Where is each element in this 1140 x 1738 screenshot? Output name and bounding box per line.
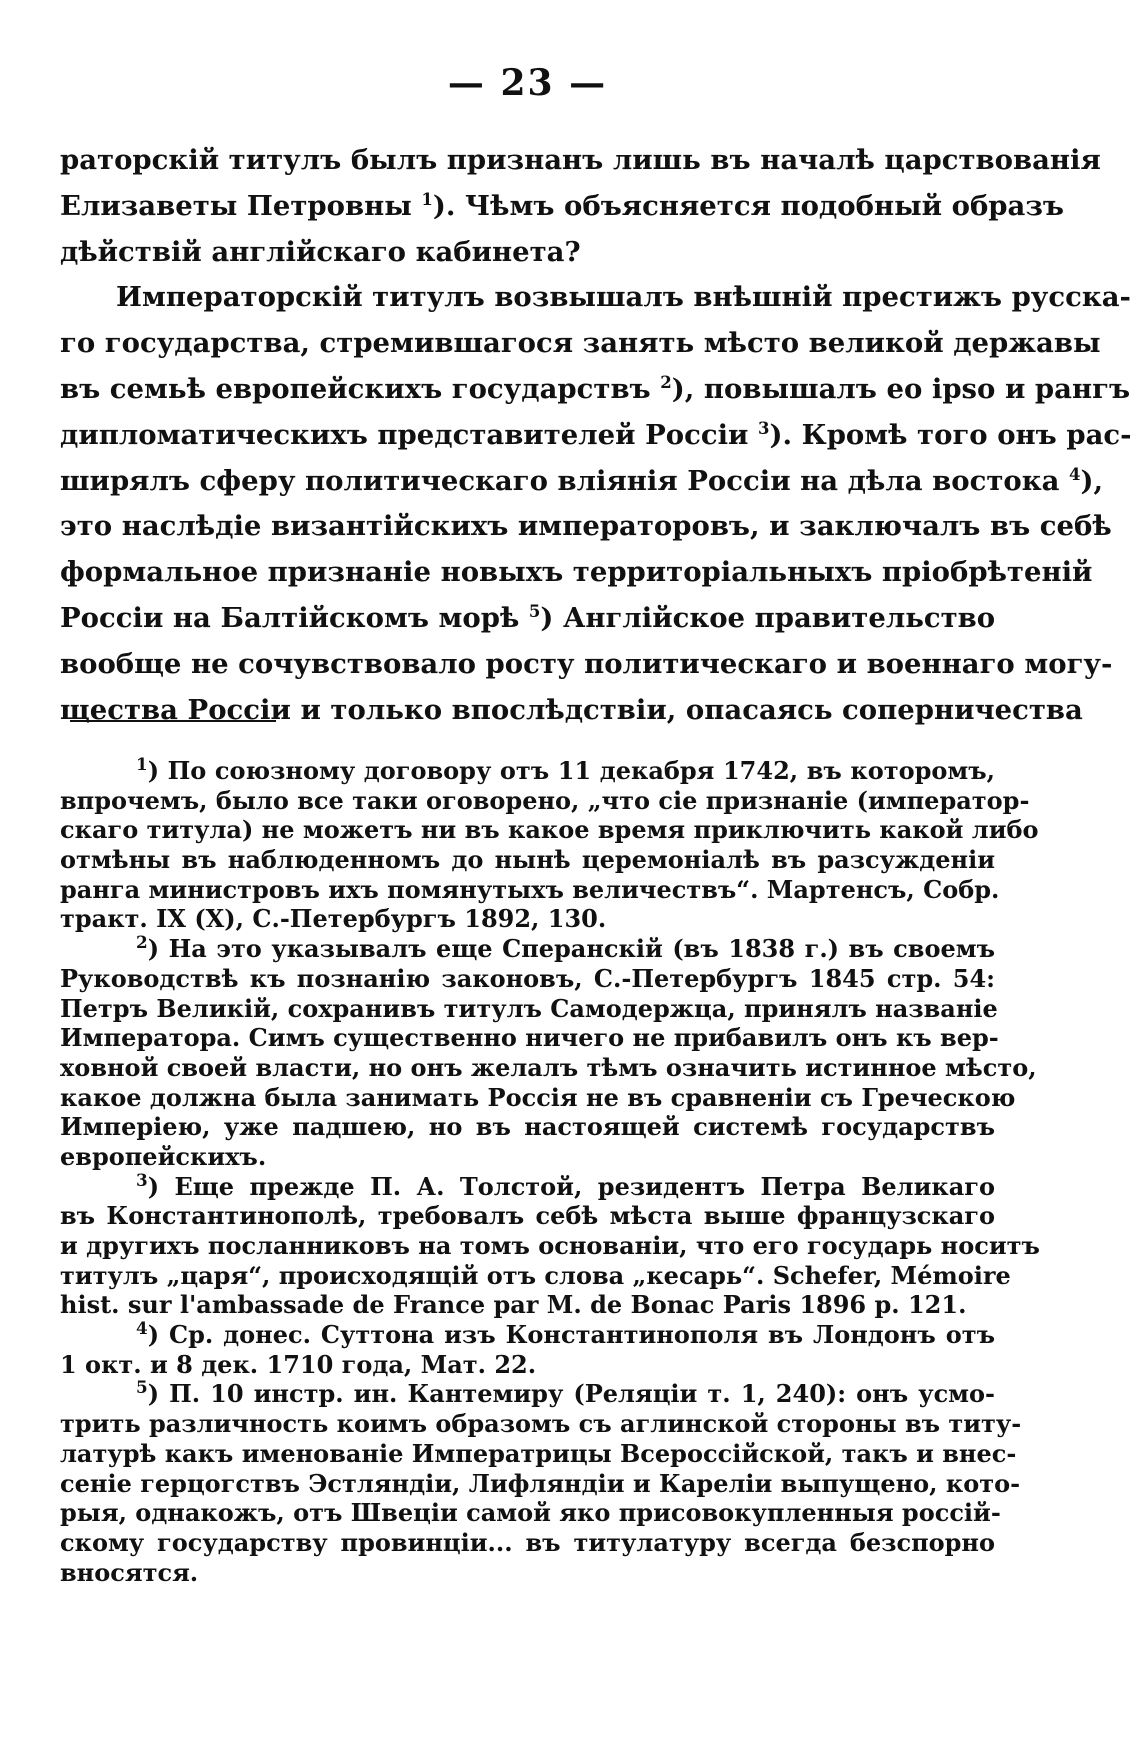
- footnote-line: скаго титула) не можетъ ни въ какое время приключить какой либо: [60, 815, 1039, 845]
- text-line: щества Россіи и только впослѣдствіи, опасаясь соперничества: [60, 693, 1083, 726]
- text-line: формальное признаніе новыхъ территоріальныхъ пріобрѣтеній: [60, 556, 1093, 589]
- footnote-line: въ Константинополѣ, требовалъ себѣ мѣста выше французскаго: [60, 1201, 995, 1231]
- text-line: дипломатическихъ представителей Россіи $^3$). Кромѣ того онъ рас-: [60, 418, 1132, 451]
- text-line: Елизаветы Петровны $^1$). Чѣмъ объясняется подобный образъ: [60, 189, 1064, 222]
- footnote-line: скому государству провинціи... въ титулатуру всегда безспорно: [60, 1527, 995, 1557]
- footnote-line: ховной своей власти, но онъ желалъ тѣмъ означить истинное мѣсто,: [60, 1052, 1037, 1082]
- footnote-line: $^5$) П. 10 инстр. ин. Кантемиру (Реляціи т. 1, 240): онъ усмо-: [136, 1377, 995, 1409]
- footnote-line: латурѣ какъ именованіе Императрицы Всероссійской, такъ и внес-: [60, 1438, 1017, 1468]
- footnote-marker: 1: [136, 754, 148, 774]
- footnote-line: сеніе герцогствъ Эстляндіи, Лифляндіи и Кареліи выпущено, кото-: [60, 1468, 1021, 1498]
- text-line: въ семьѣ европейскихъ государствъ $^2$), повышалъ eo ipso и рангъ: [60, 372, 1131, 405]
- footnote-ref[interactable]: 3: [758, 418, 770, 438]
- text-line: это наслѣдіе византійскихъ императоровъ, и заключалъ въ себѣ: [60, 510, 1112, 543]
- footnote-line: отмѣны въ наблюденномъ до нынѣ церемоніалѣ въ разсужденіи: [60, 845, 995, 875]
- footnotes: [60, 754, 1040, 1587]
- footnote-ref[interactable]: 2: [660, 372, 672, 392]
- footnote-marker: 3: [136, 1169, 148, 1190]
- text-line: Императорскій титулъ возвышалъ внѣшній престижъ русска-: [116, 281, 1131, 314]
- footnote-line: европейскихъ.: [60, 1141, 267, 1171]
- text-line: ширялъ сферу политическаго вліянія Россіи на дѣла востока $^4$),: [60, 464, 1104, 497]
- main-text: [60, 138, 1132, 733]
- footnote-line: ранга министровъ ихъ помянутыхъ величествъ“. Мартенсъ, Собр.: [60, 874, 1000, 904]
- footnote-line: трить различность коимъ образомъ съ аглинской стороны въ титу-: [60, 1409, 1022, 1439]
- footnote-marker: 5: [136, 1377, 148, 1398]
- footnote-line: $^1$) По союзному договору отъ 11 декабря 1742, въ которомъ,: [136, 754, 995, 785]
- footnote-line: Императора. Симъ существенно ничего не прибавилъ онъ къ вер-: [60, 1023, 999, 1053]
- footnote-line: $^2$) На это указывалъ еще Сперанскій (въ 1838 г.) въ своемъ: [136, 932, 995, 964]
- footnote-line: Петръ Великій, сохранивъ титулъ Самодержца, принялъ названіе: [60, 993, 998, 1023]
- footnote-line: $^3$) Еще прежде П. А. Толстой, резидентъ Петра Великаго: [136, 1169, 995, 1201]
- footnote-line: вносятся.: [60, 1557, 199, 1587]
- footnote-line: тракт. IX (X), С.-Петербургъ 1892, 130.: [60, 904, 607, 934]
- text-line: го государства, стремившагося занять мѣсто великой державы: [60, 327, 1101, 360]
- footnote-divider: [70, 720, 276, 722]
- footnote-line: титулъ „царя“, происходящій отъ слова „кесарь“. Schefer, Mémoire: [60, 1260, 1011, 1290]
- footnote-marker: 2: [136, 932, 148, 953]
- footnote-line: какое должна была занимать Россія не въ сравненіи съ Греческою: [60, 1082, 1016, 1112]
- footnote-line: рыя, однакожъ, отъ Швеціи самой яко присовокупленныя россій-: [60, 1498, 1001, 1528]
- footnote-line: hist. sur l'ambassade de France par M. de Bonac Paris 1896 p. 121.: [60, 1290, 967, 1320]
- footnote-ref[interactable]: 5: [528, 601, 541, 621]
- text-line: раторскій титулъ былъ признанъ лишь въ началѣ царствованія: [60, 144, 1101, 176]
- text-line: вообще не сочувствовало росту политическаго и военнаго могу-: [60, 647, 1113, 680]
- page-number: — 23 —: [447, 62, 608, 104]
- footnote-line: впрочемъ, было все таки оговорено, „что сіе признаніе (император-: [60, 785, 1030, 815]
- footnote-line: $^4$) Ср. донес. Суттона изъ Константинополя въ Лондонъ отъ: [136, 1318, 995, 1350]
- footnote-line: Руководствѣ къ познанію законовъ, С.-Петербургъ 1845 стр. 54:: [60, 963, 995, 993]
- footnote-ref[interactable]: 1: [421, 189, 433, 209]
- footnote-line: 1 окт. и 8 дек. 1710 года, Мат. 22.: [60, 1349, 537, 1379]
- text-line: Россіи на Балтійскомъ морѣ $^5$) Англійское правительство: [60, 601, 996, 634]
- text-line: дѣйствій англійскаго кабинета?: [60, 235, 581, 268]
- footnote-ref[interactable]: 4: [1068, 464, 1081, 484]
- footnote-line: Имперіею, уже падшею, но въ настоящей системѣ государствъ: [60, 1112, 995, 1142]
- footnote-marker: 4: [136, 1318, 148, 1339]
- footnote-line: и другихъ посланниковъ на томъ основаніи, что его государь носитъ: [60, 1231, 1040, 1260]
